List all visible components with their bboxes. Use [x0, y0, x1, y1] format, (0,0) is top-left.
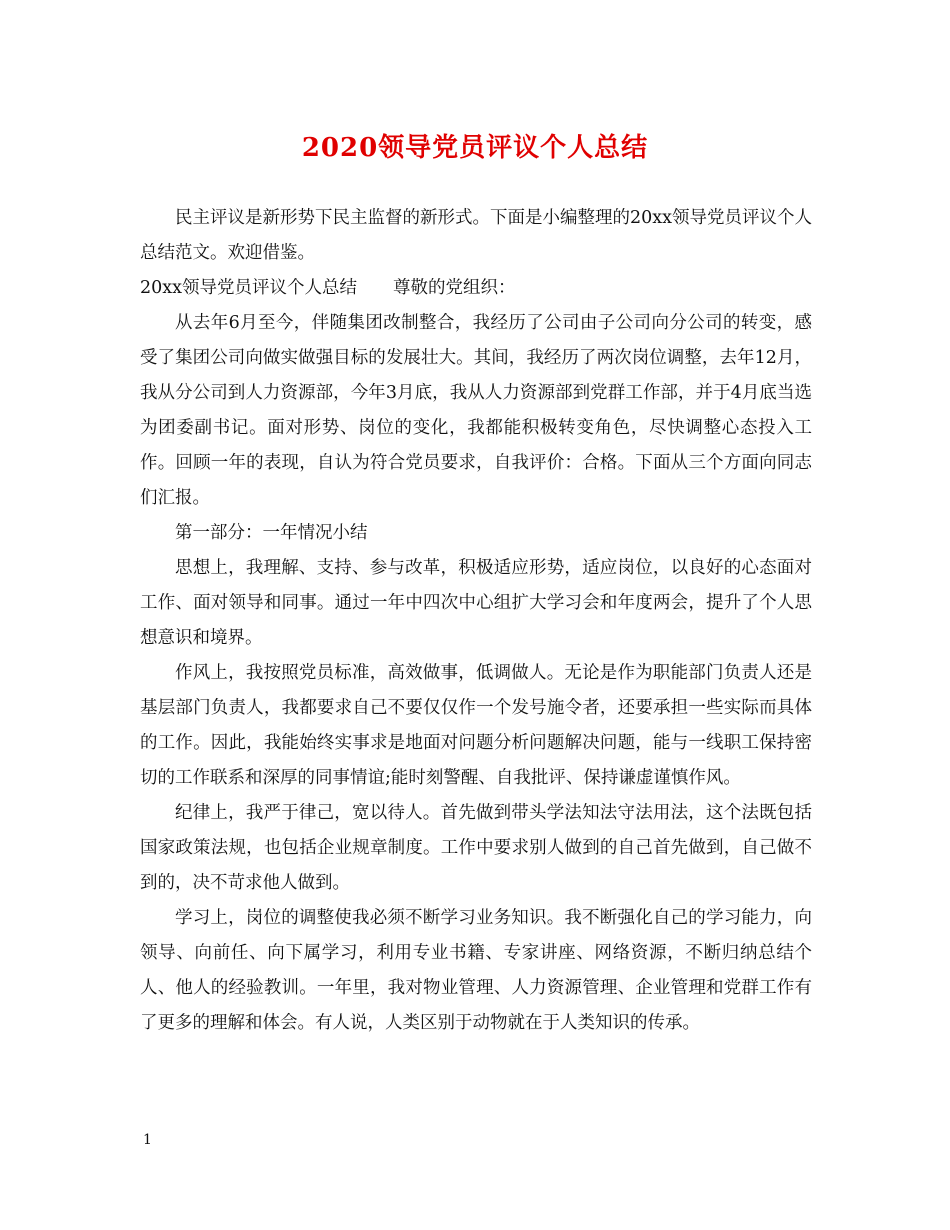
paragraph: 从去年6月至今，伴随集团改制整合，我经历了公司由子公司向分公司的转变，感受了集团公司向做实做强目标的发展壮大。其间，我经历了两次岗位调整，去年12月，我从分公司到人力资源部，今年3月底，我从人力资源部到党群工作部，并于4月底当选为团委副书记。面对形势、岗位的变化，我都能积极转变角色，尽快调整心态投入工作。回顾一年的表现，自认为符合党员要求，自我评价：合格。下面从三个方面向同志们汇报。: [140, 313, 812, 508]
document-body: [140, 201, 812, 1041]
salutation: 尊敬的党组织：: [393, 278, 516, 298]
heading-line: [140, 271, 812, 306]
paragraph: 作风上，我按照党员标准，高效做事，低调做人。无论是作为职能部门负责人还是基层部门负责人，我都要求自己不要仅仅作一个发号施令者，还要承担一些实际而具体的工作。因此，我能始终实事求是地面对问题分析问题解决问题，能与一线职工保持密切的工作联系和深厚的同事情谊;能时刻警醒、自我批评、保持谦虚谨慎作风。: [140, 663, 812, 788]
paragraph: 纪律上，我严于律己，宽以待人。首先做到带头学法知法守法用法，这个法既包括国家政策法规，也包括企业规章制度。工作中要求别人做到的自己首先做到，自己做不到的，决不苛求他人做到。: [140, 803, 812, 893]
page-number: 1: [143, 1132, 152, 1148]
paragraph: 思想上，我理解、支持、参与改革，积极适应形势，适应岗位，以良好的心态面对工作、面对领导和同事。通过一年中四次中心组扩大学习会和年度两会，提升了个人思想意识和境界。: [140, 558, 812, 648]
paragraph: 学习上，岗位的调整使我必须不断学习业务知识。我不断强化自己的学习能力，向领导、向前任、向下属学习，利用专业书籍、专家讲座、网络资源，不断归纳总结个人、他人的经验教训。一年里，我对物业管理、人力资源管理、企业管理和党群工作有了更多的理解和体会。有人说，人类区别于动物就在于人类知识的传承。: [140, 908, 812, 1033]
intro-paragraph: 民主评议是新形势下民主监督的新形式。下面是小编整理的20xx领导党员评议个人总结范文。欢迎借鉴。: [140, 208, 813, 263]
section-heading: 第一部分：一年情况小结: [175, 523, 368, 543]
subtitle: 20xx领导党员评议个人总结: [140, 278, 358, 298]
document-title: 2020领导党员评议个人总结: [301, 133, 649, 163]
